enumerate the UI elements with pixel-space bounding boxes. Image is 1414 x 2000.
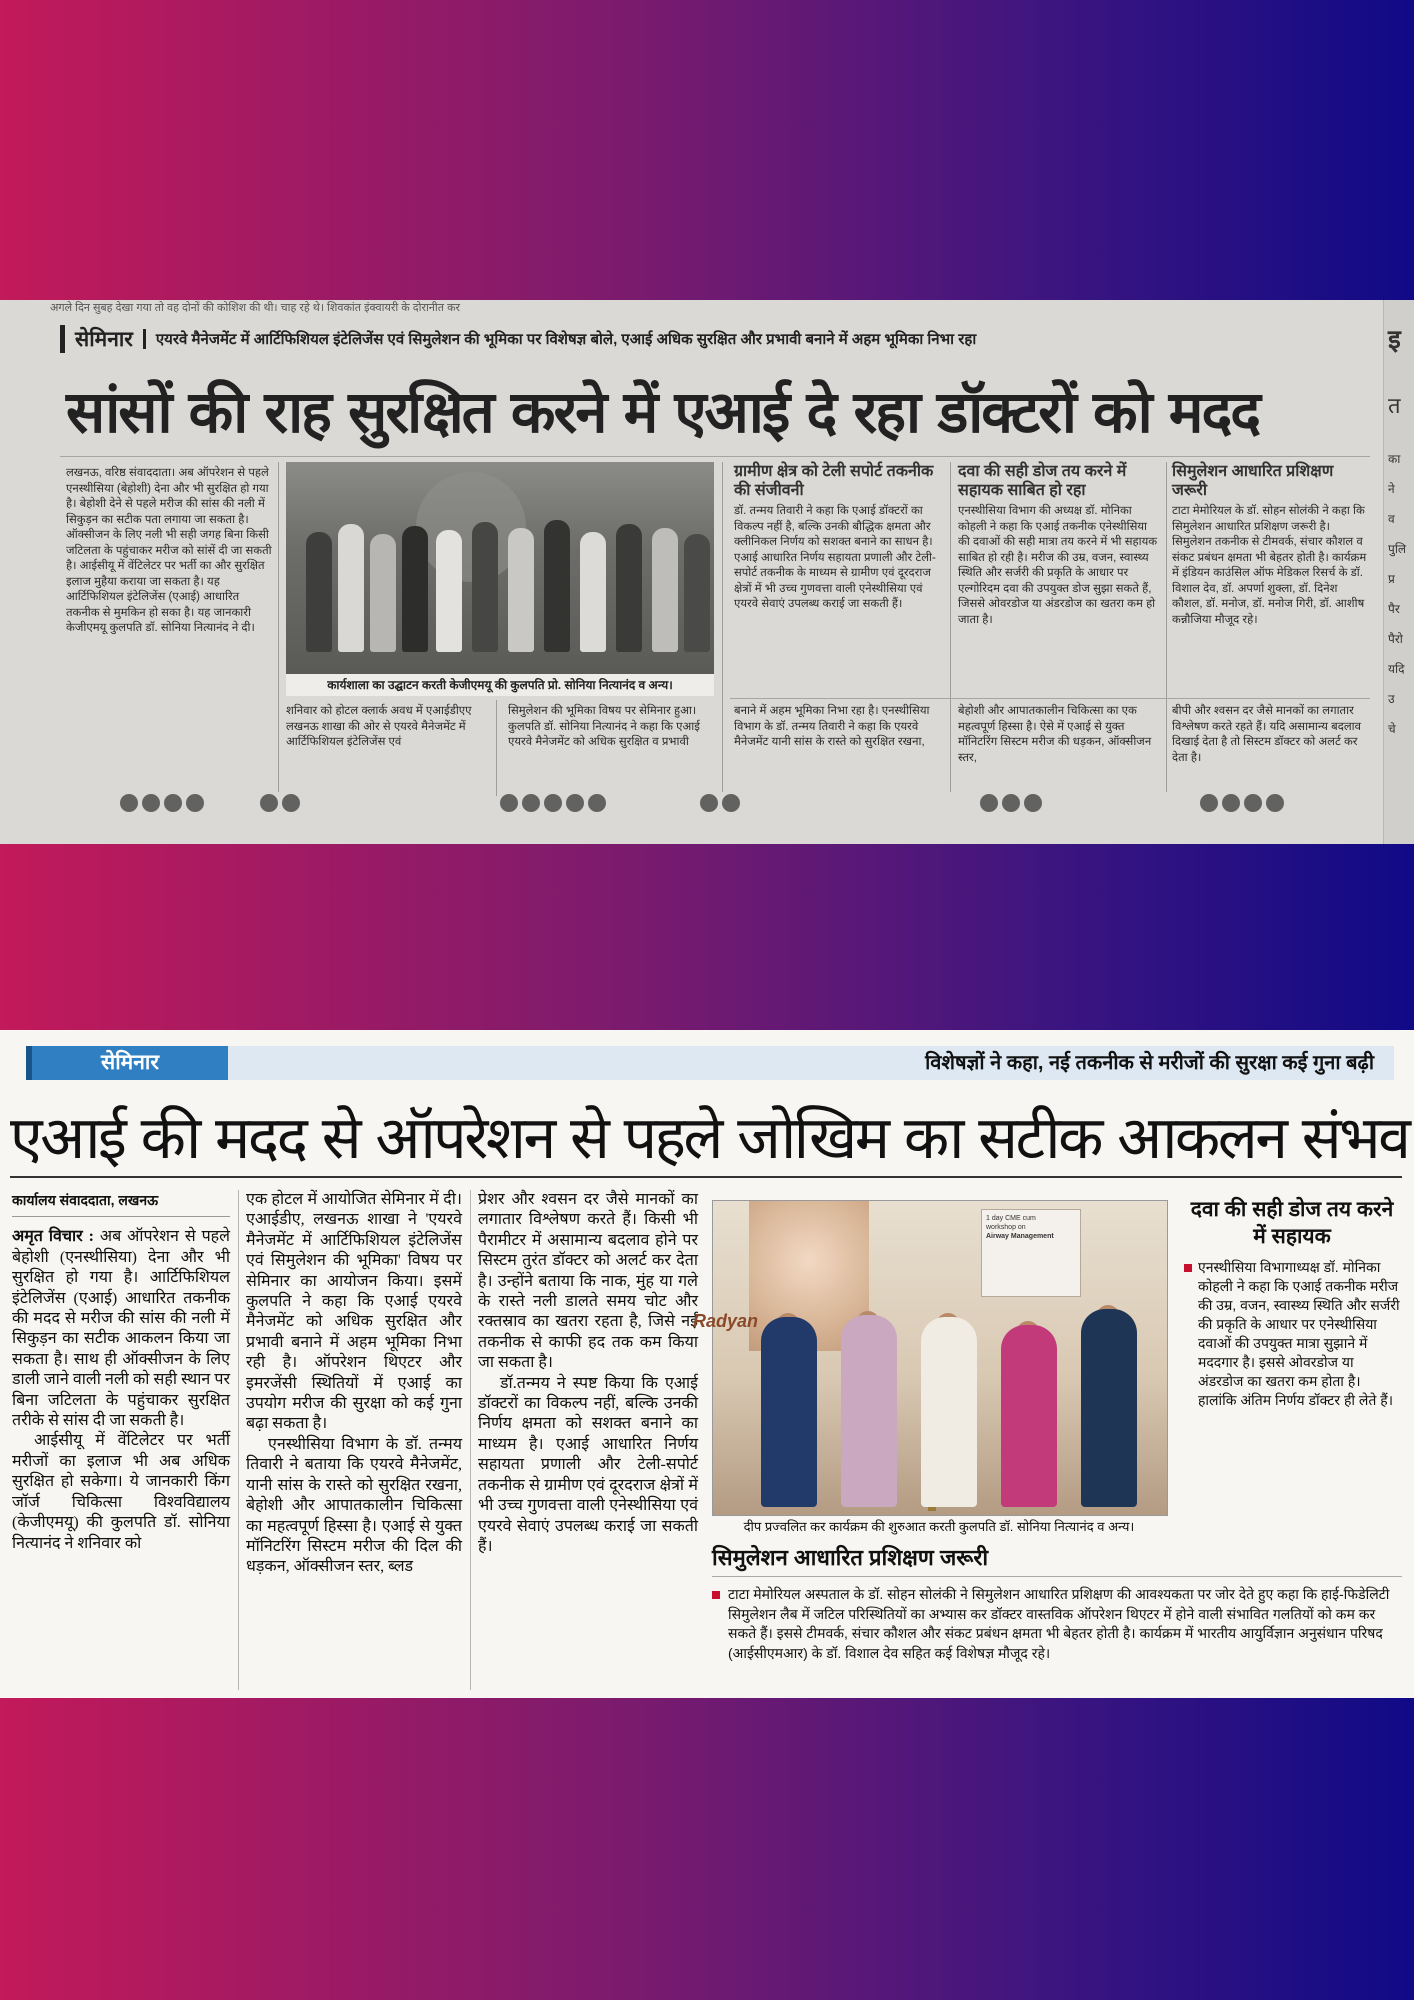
article-text: लखनऊ, वरिष्ठ संवाददाता। अब ऑपरेशन से पहले एनस्थीसिया (बेहोशी) देना और भी सुरक्षित हो गया है। बेहोशी देने से पहले मरीज की सांस की नली में सिकुड़न का सटीक पता लगाया जा सकता है। ऑक्सीजन के लिए नली भी सही जगह बिना किसी जटिलता के पहुंचाकर मरीज को सांसें दी जा सकती है। आईसीयू में वेंटिलेटर पर भर्ती का और सुरक्षित इलाज मुहैया कराया जा सकता है। यह आर्टिफिशियल इंटेलिजेंस (एआई) आधारित तकनीक से मुमकिन हो सका है। यह जानकारी केजीएमयू कुलपति डॉ. सोनिया नित्यानंद ने दी। xyxy=(66,467,272,634)
subheadline: विशेषज्ञों ने कहा, नई तकनीक से मरीजों की सुरक्षा कई गुना बढ़ी xyxy=(925,1052,1374,1074)
person-figure xyxy=(402,526,428,652)
person-figure xyxy=(652,528,678,652)
headline: एआई की मदद से ऑपरेशन से पहले जोखिम का सटीक आकलन संभव xyxy=(10,1103,1409,1172)
headline: सांसों की राह सुरक्षित करने में एआई दे रहा डॉक्टरों को मदद xyxy=(66,378,1260,446)
person-figure xyxy=(508,528,534,652)
side-box-simulation xyxy=(1172,462,1370,694)
article-column-5 xyxy=(958,704,1158,796)
column-rule xyxy=(1166,462,1167,792)
person-figure xyxy=(306,532,332,652)
person-figure xyxy=(921,1317,977,1507)
section-text: टाटा मेमोरियल अस्पताल के डॉ. सोहन सोलंकी ने सिमुलेशन आधारित प्रशिक्षण की आवश्यकता पर जोर देते हुए कहा कि हाई-फिडेलिटी सिमुलेशन लैब में जटिल परिस्थितियों का अभ्यास कर डॉक्टर वास्तविक ऑपरेशन थिएटर में होने वाली संभावित गलतियों को कम कर सकते हैं। इससे टीमवर्क, संचार कौशल और संकट प्रबंधन क्षमता भी बेहतर होती है। कार्यक्रम में भारतीय आयुर्विज्ञान अनुसंधान परिषद (आईसीएमआर) के डॉ. विशाल देव सहित कई विशेषज्ञ मौजूद रहे। xyxy=(728,1586,1390,1661)
article-text: एनस्थीसिया विभाग के डॉ. तन्मय तिवारी ने बताया कि एयरवे मैनेजमेंट, यानी सांस के रास्ते को सुरक्षित रखना, बेहोशी और आपातकालीन चिकित्सा का महत्वपूर्ण हिस्सा है। एआई से युक्त मॉनिटरिंग सिस्टम मरीज की दिल की धड़कन, ऑक्सीजन स्तर, ब्लड xyxy=(246,1435,462,1576)
column-rule xyxy=(496,700,497,796)
event-photo xyxy=(286,462,714,674)
print-smudge xyxy=(700,792,740,814)
person-figure xyxy=(338,524,364,652)
column-rule xyxy=(950,462,951,792)
byline: कार्यालय संवाददाता, लखनऊ xyxy=(12,1190,230,1217)
section-kicker: सेमिनार xyxy=(60,325,143,353)
section-heading: सिमुलेशन आधारित प्रशिक्षण जरूरी xyxy=(712,1542,1402,1577)
article-column-6 xyxy=(1172,704,1370,796)
box-text: एनस्थीसिया विभागाध्यक्ष डॉ. मोनिका कोहली ने कहा कि एआई तकनीक मरीज की उम्र, वजन, स्वास्थ्य स्थिति और सर्जरी की प्रकृति के आधार पर एनेस्थीसिया दवाओं की उपयुक्त मात्रा सुझाने में मददगार है। इससे ओवरडोज या अंडरडोज का खतरा कम होता है। हालांकि अंतिम निर्णय डॉक्टर ही लेते हैं। xyxy=(1198,1259,1400,1408)
photo-caption: दीप प्रज्वलित कर कार्यक्रम की शुरुआत करती कुलपति डॉ. सोनिया नित्यानंद व अन्य। xyxy=(743,1519,1135,1534)
article-text: एक होटल में आयोजित सेमिनार में दी। एआईडीए, लखनऊ शाखा ने 'एयरवे मैनेजमेंट में आर्टिफिशियल इंटेलिजेंस एवं सिमुलेशन की भूमिका' विषय पर सेमिनार का आयोजन किया। इसमें कुलपति ने कहा कि एआई एयरवे मैनेजमेंट को अधिक सुरक्षित और प्रभावी बनाने में अहम भूमिका निभा रही है। ऑपरेशन थिएटर और इमरजेंसी स्थितियों में एआई का उपयोग मरीज की सुरक्षा को कई गुना बढ़ा सकता है। xyxy=(246,1191,462,1433)
person-figure xyxy=(436,530,462,652)
subheadline: एयरवे मैनेजमेंट में आर्टिफिशियल इंटेलिजेंस एवं सिमुलेशन की भूमिका पर विशेषज्ञ बोले, एआई अधिक सुरक्षित और प्रभावी बनाने में अहम भूमिका निभा रहा xyxy=(143,329,976,349)
person-figure xyxy=(580,532,606,652)
print-smudge xyxy=(980,792,1042,814)
article-column-4 xyxy=(734,704,942,796)
article-text: बनाने में अहम भूमिका निभा रहा है। एनस्थीसिया विभाग के डॉ. तन्मय तिवारी ने कहा कि एयरवे मैनेजमेंट यानी सांस के रास्ते को सुरक्षित रखना, xyxy=(734,705,930,748)
article-column-1 xyxy=(12,1190,230,1690)
box-heading: दवा की सही डोज तय करने में सहायक xyxy=(1190,1198,1394,1248)
article-column-1 xyxy=(66,466,272,796)
box-heading: ग्रामीण क्षेत्र को टेली सपोर्ट तकनीक की संजीवनी xyxy=(734,463,934,499)
article-text: प्रेशर और श्वसन दर जैसे मानकों का लगातार विश्लेषण करते हैं। किसी भी पैरामीटर में असामान्य बदलाव होने पर सिस्टम तुरंत डॉक्टर को अलर्ट कर देता है। उन्होंने बताया कि नाक, मुंह या गले के रास्ते नली डालते समय चोट और रक्तस्राव का खतरा रहता है, जिसे नई तकनीक से काफी हद तक कम किया जा सकता है। xyxy=(478,1191,698,1372)
article-text: अब ऑपरेशन से पहले बेहोशी (एनस्थीसिया) देना और भी सुरक्षित हो गया है। आर्टिफिशियल इंटेलिजेंस (एआई) आधारित तकनीक की मदद से मरीज की सांस की नली में सिकुड़न का सटीक आकलन किया जा सकता है। साथ ही ऑक्सीजन के लिए डाली जाने वाली नली को सही स्थान पर बिना जटिलता के पहुंचाकर सुरक्षित तरीके से सांस दी जा सकती है। xyxy=(12,1228,231,1430)
newspaper-clipping-top xyxy=(0,300,1414,844)
article-column-2 xyxy=(246,1190,462,1690)
divider xyxy=(60,456,1370,457)
bullet-square-icon xyxy=(1184,1264,1192,1272)
event-photo xyxy=(693,1200,1168,1516)
person-figure xyxy=(1001,1325,1057,1507)
divider xyxy=(730,698,1370,699)
person-figure xyxy=(1081,1309,1137,1507)
kicker-row xyxy=(60,324,1360,354)
section-kicker: सेमिनार xyxy=(26,1046,228,1080)
person-figure xyxy=(684,534,710,652)
person-figure xyxy=(841,1315,897,1507)
article-column-3 xyxy=(508,704,714,796)
print-smudge xyxy=(1200,792,1284,814)
box-heading: दवा की सही डोज तय करने में सहायक साबित हो रहा xyxy=(958,463,1127,499)
kicker-bar xyxy=(10,1044,1402,1084)
side-box-telesupport xyxy=(734,462,942,694)
article-column-3 xyxy=(478,1190,698,1690)
photo-caption: कार्यशाला का उद्घाटन करती केजीएमयू की कुलपति प्रो. सोनिया नित्यानंद व अन्य। xyxy=(286,674,714,696)
article-text: बेहोशी और आपातकालीन चिकित्सा का एक महत्वपूर्ण हिस्सा है। ऐसे में एआई से युक्त मॉनिटरिंग सिस्टम मरीज की धड़कन, ऑक्सीजन स्तर, xyxy=(958,705,1152,764)
article-text: डॉ.तन्मय ने स्पष्ट किया कि एआई डॉक्टरों का विकल्प नहीं, बल्कि उनकी निर्णय क्षमता को सशक्त बनाने का माध्यम है। एआई आधारित निर्णय सहायता प्रणाली और टेली-सपोर्ट तकनीक से ग्रामीण एवं दूरदराज क्षेत्रों में भी उच्च गुणवत्ता वाली एनेस्थीसिया एवं एयरवे सेवाएं उपलब्ध कराई जा सकती हैं। xyxy=(478,1374,698,1555)
article-text: सिमुलेशन की भूमिका विषय पर सेमिनार हुआ। कुलपति डॉ. सोनिया नित्यानंद ने कहा कि एआई एयरवे मैनेजमेंट को अधिक सुरक्षित व प्रभावी xyxy=(508,705,700,748)
person-figure xyxy=(761,1317,817,1507)
column-rule xyxy=(278,462,279,792)
article-text: शनिवार को होटल क्लार्क अवध में एआईडीएए लखनऊ शाखा की ओर से एयरवे मैनेजमेंट में आर्टिफिशियल इंटेलिजेंस एवं xyxy=(286,705,472,748)
print-smudge xyxy=(500,792,606,814)
dateline: अमृत विचार : xyxy=(12,1228,94,1246)
fold-text: अगले दिन सुबह देखा गया तो वह दोनों की कोशिश की थी। चाह रहे थे। शिवकांत इंक्वायरी के दोरानीत कर xyxy=(50,302,461,314)
side-box-dose xyxy=(958,462,1158,694)
newspaper-clipping-bottom xyxy=(0,1030,1414,1698)
simulation-section xyxy=(712,1542,1402,1692)
article-text: बीपी और श्वसन दर जैसे मानकों का लगातार विश्लेषण करते रहते हैं। यदि असामान्य बदलाव दिखाई देता है तो सिस्टम डॉक्टर को अलर्ट कर देता है। xyxy=(1172,705,1362,764)
person-figure xyxy=(370,534,396,652)
banner-text: Radyan xyxy=(693,1311,759,1331)
column-rule xyxy=(238,1190,239,1690)
person-figure xyxy=(544,520,570,652)
column-rule xyxy=(722,462,723,792)
box-heading: सिमुलेशन आधारित प्रशिक्षण जरूरी xyxy=(1172,463,1334,499)
person-figure xyxy=(616,524,642,652)
article-column-2 xyxy=(286,704,484,796)
article-text: आईसीयू में वेंटिलेटर पर भर्ती मरीजों का इलाज भी अब अधिक सुरक्षित हो सकेगा। ये जानकारी किंग जॉर्ज चिकित्सा विश्वविद्यालय (केजीएमयू) की कुलपति डॉ. सोनिया नित्यानंद ने शनिवार को xyxy=(12,1432,230,1552)
column-rule xyxy=(470,1190,471,1690)
box-text: टाटा मेमोरियल के डॉ. सोहन सोलंकी ने कहा कि सिमुलेशन आधारित प्रशिक्षण जरूरी है। सिमुलेशन तकनीक से टीमवर्क, संचार कौशल व संकट प्रबंधन क्षमता भी बेहतर होती है। कार्यक्रम में इंडियन काउंसिल ऑफ मेडिकल रिसर्च के डॉ. विशाल देव, डॉ. अपर्णा शुक्ला, डॉ. दिनेश कौशल, डॉ. मनोज, डॉ. मनोज गिरी, डॉ. आशीष कन्नौजिया मौजूद रहे। xyxy=(1172,505,1367,626)
print-smudge xyxy=(120,792,204,814)
box-text: एनस्थीसिया विभाग की अध्यक्ष डॉ. मोनिका कोहली ने कहा कि एआई तकनीक एनेस्थीसिया की दवाओं की सही मात्रा तय करने में भी सहायक साबित हो रही है। मरीज की उम्र, वजन, स्वास्थ्य स्थिति और सर्जरी की प्रकृति के आधार पर एल्गोरिदम दवा की उपयुक्त डोज सुझा सकते हैं, जिससे ओवरडोज या अंडरडोज का खतरा कम हो जाता है। xyxy=(958,505,1158,626)
divider xyxy=(10,1176,1402,1178)
adjacent-column-edge: इ त का ने व पुलि प्र पैर पैरो यदि उ चे xyxy=(1383,300,1414,844)
person-figure xyxy=(472,522,498,652)
side-box-dose xyxy=(1184,1196,1400,1556)
box-text: डॉ. तन्मय तिवारी ने कहा कि एआई डॉक्टरों का विकल्प नहीं है, बल्कि उनकी बौद्धिक क्षमता और क्लीनिकल निर्णय को सशक्त बनाने का साधन है। एआई आधारित निर्णय सहायता प्रणाली और टेली-सपोर्ट तकनीक के माध्यम से ग्रामीण एवं दूरदराज क्षेत्रों में भी उच्च गुणवत्ता वाली एनेस्थीसिया एवं एयरवे सेवाएं उपलब्ध कराई जा सकती हैं। xyxy=(734,505,936,610)
bullet-square-icon xyxy=(712,1591,720,1599)
subheadline-band xyxy=(228,1046,1394,1080)
print-smudge xyxy=(260,792,300,814)
event-banner: 1 day CME cum workshop on Airway Management xyxy=(981,1209,1081,1297)
